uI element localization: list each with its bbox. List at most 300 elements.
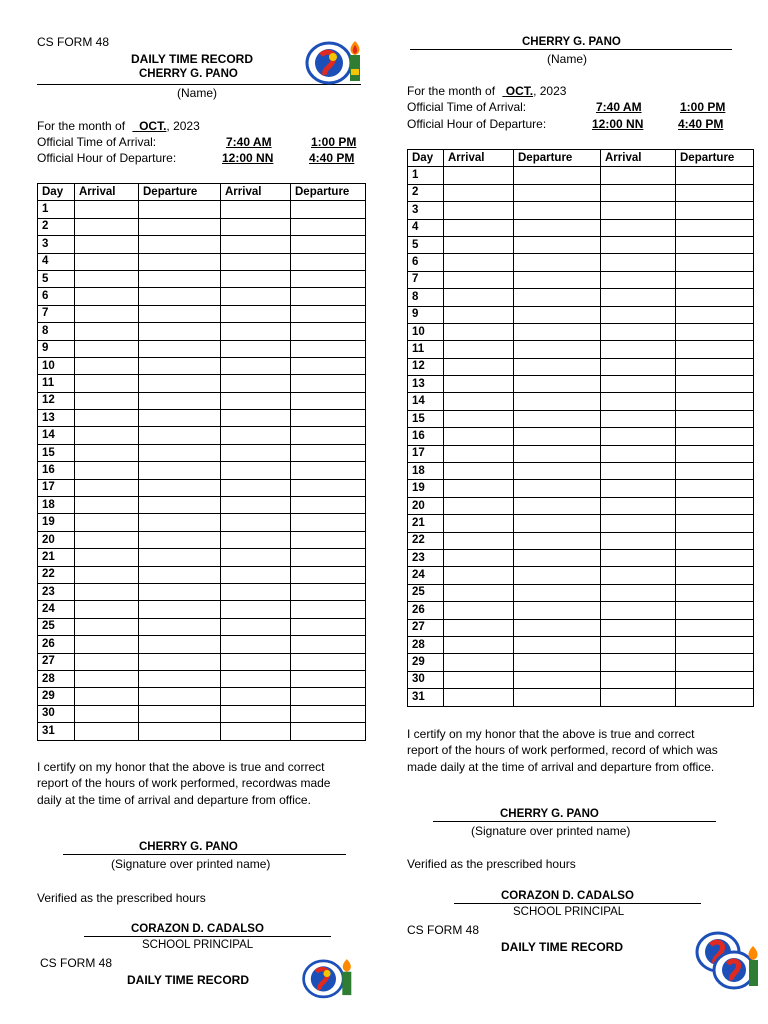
pm-arrival-cell[interactable] — [221, 618, 291, 635]
pm-arrival-cell[interactable] — [221, 705, 291, 722]
am-departure-header: Departure — [139, 184, 221, 201]
pm-arrival-cell[interactable] — [601, 202, 676, 219]
am-arrival-cell[interactable] — [75, 688, 139, 705]
pm-departure-cell[interactable] — [291, 201, 366, 218]
am-arrival-cell[interactable] — [75, 670, 139, 687]
pm-departure-cell[interactable] — [676, 549, 754, 566]
pm-arrival-cell[interactable] — [601, 445, 676, 462]
pm-departure-cell[interactable] — [291, 427, 366, 444]
pm-arrival-cell[interactable] — [221, 253, 291, 270]
pm-arrival-cell[interactable] — [601, 393, 676, 410]
pm-arrival-cell[interactable] — [601, 602, 676, 619]
pm-arrival-cell[interactable] — [601, 549, 676, 566]
am-departure-cell[interactable] — [514, 497, 601, 514]
pm-departure-cell[interactable] — [291, 549, 366, 566]
am-arrival-cell[interactable] — [75, 549, 139, 566]
pm-departure-cell[interactable] — [676, 254, 754, 271]
pm-departure-cell[interactable] — [676, 358, 754, 375]
am-arrival-cell[interactable] — [444, 654, 514, 671]
am-arrival-cell[interactable] — [444, 497, 514, 514]
table-row — [408, 167, 754, 184]
pm-departure-cell[interactable] — [676, 341, 754, 358]
pm-departure-cell[interactable] — [676, 515, 754, 532]
am-arrival-cell[interactable] — [444, 341, 514, 358]
pm-departure-cell[interactable] — [676, 289, 754, 306]
pm-departure-cell[interactable] — [676, 671, 754, 688]
am-departure-cell[interactable] — [139, 479, 221, 496]
pm-departure-cell[interactable] — [291, 305, 366, 322]
left-form-number: CS FORM 48 — [37, 35, 110, 49]
table-row — [38, 653, 366, 670]
am-departure-cell[interactable] — [514, 254, 601, 271]
right-name-line — [410, 49, 732, 50]
pm-arrival-cell[interactable] — [221, 531, 291, 548]
am-departure-cell[interactable] — [139, 392, 221, 409]
am-departure-cell[interactable] — [514, 202, 601, 219]
pm-departure-cell[interactable] — [291, 392, 366, 409]
pm-departure-cell[interactable] — [291, 340, 366, 357]
pm-departure-cell[interactable] — [291, 618, 366, 635]
pm-arrival-header: Arrival — [221, 184, 291, 201]
pm-departure-cell[interactable] — [676, 445, 754, 462]
am-departure-cell[interactable] — [139, 201, 221, 218]
am-departure-cell[interactable] — [514, 689, 601, 706]
am-arrival-cell[interactable] — [75, 357, 139, 374]
pm-departure-cell[interactable] — [291, 462, 366, 479]
am-departure-cell[interactable] — [514, 480, 601, 497]
pm-arrival-cell[interactable] — [221, 601, 291, 618]
day-number-cell: 25 — [408, 584, 444, 601]
am-arrival-cell[interactable] — [75, 218, 139, 235]
am-departure-cell[interactable] — [514, 584, 601, 601]
pm-arrival-cell[interactable] — [221, 479, 291, 496]
pm-arrival-cell[interactable] — [601, 671, 676, 688]
table-row — [38, 514, 366, 531]
am-departure-cell[interactable] — [514, 306, 601, 323]
pm-arrival-cell[interactable] — [221, 583, 291, 600]
pm-departure-cell[interactable] — [676, 532, 754, 549]
day-number-cell: 11 — [408, 341, 444, 358]
am-departure-cell[interactable] — [514, 549, 601, 566]
day-number-cell: 20 — [38, 531, 75, 548]
pm-departure-cell[interactable] — [291, 357, 366, 374]
am-departure-cell[interactable] — [514, 289, 601, 306]
right-arrival-pm: 1:00 PM — [680, 100, 726, 114]
pm-departure-cell[interactable] — [291, 270, 366, 287]
table-row — [408, 480, 754, 497]
am-arrival-cell[interactable] — [444, 445, 514, 462]
am-arrival-cell[interactable] — [75, 636, 139, 653]
am-departure-cell[interactable] — [139, 462, 221, 479]
pm-departure-cell[interactable] — [291, 323, 366, 340]
am-departure-cell[interactable] — [139, 618, 221, 635]
pm-departure-cell[interactable] — [676, 410, 754, 427]
am-departure-cell[interactable] — [514, 271, 601, 288]
pm-departure-cell[interactable] — [676, 619, 754, 636]
am-departure-cell[interactable] — [514, 341, 601, 358]
pm-departure-cell[interactable] — [291, 670, 366, 687]
am-departure-cell[interactable] — [514, 636, 601, 653]
pm-arrival-cell[interactable] — [601, 184, 676, 201]
am-arrival-cell[interactable] — [444, 358, 514, 375]
am-arrival-cell[interactable] — [75, 410, 139, 427]
pm-departure-cell[interactable] — [291, 688, 366, 705]
am-departure-cell[interactable] — [139, 357, 221, 374]
pm-departure-cell[interactable] — [676, 497, 754, 514]
pm-arrival-cell[interactable] — [601, 271, 676, 288]
pm-departure-cell[interactable] — [676, 584, 754, 601]
am-departure-cell[interactable] — [514, 236, 601, 253]
am-arrival-cell[interactable] — [444, 532, 514, 549]
am-arrival-cell[interactable] — [444, 463, 514, 480]
am-departure-cell[interactable] — [139, 305, 221, 322]
left-arrival-pm: 1:00 PM — [311, 135, 357, 149]
am-arrival-cell[interactable] — [75, 583, 139, 600]
am-arrival-cell[interactable] — [444, 271, 514, 288]
am-arrival-cell[interactable] — [444, 636, 514, 653]
left-month-label — [37, 119, 200, 133]
am-departure-cell[interactable] — [139, 549, 221, 566]
pm-departure-cell[interactable] — [291, 723, 366, 740]
pm-arrival-cell[interactable] — [601, 306, 676, 323]
pm-departure-cell[interactable] — [291, 583, 366, 600]
pm-arrival-cell[interactable] — [601, 358, 676, 375]
pm-departure-cell[interactable] — [291, 514, 366, 531]
am-arrival-cell[interactable] — [444, 480, 514, 497]
pm-arrival-cell[interactable] — [601, 236, 676, 253]
am-departure-cell[interactable] — [139, 583, 221, 600]
pm-arrival-cell[interactable] — [221, 462, 291, 479]
pm-arrival-cell[interactable] — [221, 201, 291, 218]
pm-departure-cell[interactable] — [291, 444, 366, 461]
am-arrival-cell[interactable] — [444, 619, 514, 636]
am-departure-cell[interactable] — [139, 653, 221, 670]
am-departure-cell[interactable] — [514, 619, 601, 636]
pm-arrival-cell[interactable] — [601, 619, 676, 636]
pm-arrival-cell[interactable] — [221, 270, 291, 287]
left-departure-am: 12:00 NN — [222, 151, 274, 165]
am-arrival-cell[interactable] — [444, 567, 514, 584]
pm-departure-cell[interactable] — [676, 636, 754, 653]
pm-arrival-cell[interactable] — [601, 480, 676, 497]
am-departure-cell[interactable] — [514, 515, 601, 532]
am-arrival-cell[interactable] — [444, 254, 514, 271]
am-departure-cell[interactable] — [139, 323, 221, 340]
am-departure-cell[interactable] — [514, 532, 601, 549]
pm-arrival-cell[interactable] — [601, 515, 676, 532]
pm-arrival-cell[interactable] — [221, 497, 291, 514]
day-number-cell: 6 — [38, 288, 75, 305]
pm-arrival-cell[interactable] — [221, 653, 291, 670]
pm-arrival-cell[interactable] — [221, 410, 291, 427]
pm-arrival-cell[interactable] — [601, 428, 676, 445]
day-number-cell: 5 — [408, 236, 444, 253]
am-departure-cell[interactable] — [139, 236, 221, 253]
pm-arrival-cell[interactable] — [601, 463, 676, 480]
pm-arrival-cell[interactable] — [601, 167, 676, 184]
pm-departure-cell[interactable] — [291, 653, 366, 670]
table-row — [38, 549, 366, 566]
pm-departure-cell[interactable] — [291, 253, 366, 270]
day-number-cell: 19 — [408, 480, 444, 497]
pm-departure-cell[interactable] — [291, 636, 366, 653]
am-departure-cell[interactable] — [514, 167, 601, 184]
pm-departure-cell[interactable] — [291, 601, 366, 618]
pm-departure-cell[interactable] — [676, 602, 754, 619]
am-departure-cell[interactable] — [139, 705, 221, 722]
am-departure-cell[interactable] — [514, 323, 601, 340]
am-arrival-cell[interactable] — [444, 376, 514, 393]
am-departure-cell[interactable] — [139, 636, 221, 653]
pm-arrival-cell[interactable] — [221, 688, 291, 705]
day-number-cell: 17 — [408, 445, 444, 462]
pm-departure-cell[interactable] — [291, 705, 366, 722]
am-arrival-cell[interactable] — [444, 202, 514, 219]
pm-arrival-cell[interactable] — [221, 549, 291, 566]
am-departure-cell[interactable] — [514, 567, 601, 584]
pm-departure-cell[interactable] — [676, 184, 754, 201]
pm-departure-cell[interactable] — [676, 167, 754, 184]
am-departure-cell[interactable] — [139, 253, 221, 270]
pm-departure-cell[interactable] — [676, 376, 754, 393]
am-arrival-cell[interactable] — [75, 201, 139, 218]
pm-arrival-cell[interactable] — [601, 254, 676, 271]
right-signer-caption: (Signature over printed name) — [471, 824, 631, 838]
pm-arrival-cell[interactable] — [601, 497, 676, 514]
am-departure-cell[interactable] — [139, 270, 221, 287]
am-departure-cell[interactable] — [139, 670, 221, 687]
day-number-cell: 26 — [408, 602, 444, 619]
day-number-cell: 16 — [38, 462, 75, 479]
am-departure-cell[interactable] — [139, 427, 221, 444]
day-number-cell: 24 — [408, 567, 444, 584]
pm-departure-cell[interactable] — [676, 689, 754, 706]
table-row — [408, 410, 754, 427]
day-number-cell: 14 — [408, 393, 444, 410]
am-arrival-cell[interactable] — [75, 479, 139, 496]
am-arrival-cell[interactable] — [444, 306, 514, 323]
am-arrival-cell[interactable] — [75, 531, 139, 548]
am-arrival-cell[interactable] — [444, 393, 514, 410]
pm-arrival-cell[interactable] — [601, 341, 676, 358]
am-departure-cell[interactable] — [139, 497, 221, 514]
pm-arrival-cell[interactable] — [601, 584, 676, 601]
am-arrival-cell[interactable] — [444, 428, 514, 445]
am-departure-cell[interactable] — [514, 671, 601, 688]
table-row — [38, 444, 366, 461]
pm-arrival-cell[interactable] — [221, 218, 291, 235]
day-number-cell: 5 — [38, 270, 75, 287]
table-row — [408, 463, 754, 480]
pm-departure-cell[interactable] — [676, 219, 754, 236]
am-arrival-cell[interactable] — [75, 514, 139, 531]
am-arrival-cell[interactable] — [75, 288, 139, 305]
pm-arrival-cell[interactable] — [601, 376, 676, 393]
pm-departure-cell[interactable] — [676, 271, 754, 288]
am-departure-cell[interactable] — [514, 358, 601, 375]
day-number-cell: 10 — [408, 323, 444, 340]
table-row — [38, 253, 366, 270]
am-arrival-cell[interactable] — [75, 427, 139, 444]
pm-arrival-cell[interactable] — [221, 305, 291, 322]
pm-arrival-cell[interactable] — [221, 427, 291, 444]
am-departure-cell[interactable] — [514, 410, 601, 427]
am-arrival-cell[interactable] — [75, 497, 139, 514]
pm-arrival-cell[interactable] — [601, 289, 676, 306]
pm-departure-cell[interactable] — [676, 306, 754, 323]
am-arrival-cell[interactable] — [75, 305, 139, 322]
table-row — [408, 602, 754, 619]
pm-arrival-cell[interactable] — [221, 357, 291, 374]
am-arrival-cell[interactable] — [75, 723, 139, 740]
pm-arrival-cell[interactable] — [221, 444, 291, 461]
am-arrival-cell[interactable] — [75, 566, 139, 583]
pm-departure-cell[interactable] — [676, 323, 754, 340]
am-arrival-cell[interactable] — [444, 671, 514, 688]
pm-departure-cell[interactable] — [291, 531, 366, 548]
am-arrival-cell[interactable] — [444, 323, 514, 340]
am-departure-cell[interactable] — [514, 393, 601, 410]
pm-arrival-cell[interactable] — [601, 689, 676, 706]
right-month-label — [407, 84, 566, 98]
pm-arrival-cell[interactable] — [221, 375, 291, 392]
pm-arrival-cell[interactable] — [601, 410, 676, 427]
am-arrival-cell[interactable] — [444, 602, 514, 619]
pm-departure-cell[interactable] — [291, 497, 366, 514]
am-departure-cell[interactable] — [514, 428, 601, 445]
right-name-caption: (Name) — [547, 52, 588, 66]
am-arrival-cell[interactable] — [444, 219, 514, 236]
am-departure-cell[interactable] — [139, 601, 221, 618]
am-arrival-cell[interactable] — [444, 167, 514, 184]
day-number-cell: 13 — [38, 410, 75, 427]
pm-arrival-cell[interactable] — [221, 288, 291, 305]
pm-arrival-cell[interactable] — [601, 654, 676, 671]
pm-departure-cell[interactable] — [291, 566, 366, 583]
table-row — [408, 289, 754, 306]
pm-arrival-cell[interactable] — [221, 566, 291, 583]
pm-departure-cell[interactable] — [676, 480, 754, 497]
day-number-cell: 8 — [38, 323, 75, 340]
table-row — [408, 254, 754, 271]
am-departure-cell[interactable] — [514, 376, 601, 393]
pm-arrival-cell[interactable] — [601, 323, 676, 340]
pm-departure-cell[interactable] — [676, 428, 754, 445]
pm-departure-cell[interactable] — [676, 236, 754, 253]
left-time-table — [37, 183, 366, 741]
am-departure-cell[interactable] — [139, 288, 221, 305]
pm-departure-cell[interactable] — [291, 288, 366, 305]
pm-departure-cell[interactable] — [676, 393, 754, 410]
pm-arrival-cell[interactable] — [221, 236, 291, 253]
pm-arrival-cell[interactable] — [221, 340, 291, 357]
am-departure-cell[interactable] — [514, 463, 601, 480]
right-departure-am: 12:00 NN — [592, 117, 644, 131]
am-arrival-cell[interactable] — [75, 340, 139, 357]
pm-arrival-cell[interactable] — [221, 723, 291, 740]
am-departure-cell[interactable] — [514, 445, 601, 462]
day-number-cell: 17 — [38, 479, 75, 496]
am-arrival-cell[interactable] — [75, 253, 139, 270]
am-departure-cell[interactable] — [139, 218, 221, 235]
am-arrival-cell[interactable] — [444, 184, 514, 201]
day-number-cell: 31 — [38, 723, 75, 740]
am-departure-cell[interactable] — [514, 219, 601, 236]
am-arrival-cell[interactable] — [75, 270, 139, 287]
am-arrival-cell[interactable] — [75, 444, 139, 461]
am-arrival-cell[interactable] — [75, 601, 139, 618]
am-arrival-cell[interactable] — [444, 236, 514, 253]
pm-arrival-cell[interactable] — [601, 567, 676, 584]
table-row — [38, 410, 366, 427]
pm-departure-cell[interactable] — [676, 654, 754, 671]
pm-arrival-cell[interactable] — [221, 392, 291, 409]
pm-arrival-cell[interactable] — [221, 323, 291, 340]
pm-departure-cell[interactable] — [291, 218, 366, 235]
am-departure-cell[interactable] — [139, 340, 221, 357]
pm-arrival-cell[interactable] — [601, 532, 676, 549]
am-arrival-cell[interactable] — [75, 462, 139, 479]
pm-arrival-cell[interactable] — [601, 636, 676, 653]
pm-departure-cell[interactable] — [676, 567, 754, 584]
am-departure-cell[interactable] — [514, 602, 601, 619]
am-arrival-cell[interactable] — [444, 515, 514, 532]
am-arrival-cell[interactable] — [75, 618, 139, 635]
pm-arrival-cell[interactable] — [221, 636, 291, 653]
am-arrival-cell[interactable] — [75, 653, 139, 670]
am-arrival-cell[interactable] — [75, 392, 139, 409]
left-form-title: DAILY TIME RECORD — [131, 52, 254, 66]
day-number-cell: 28 — [38, 670, 75, 687]
am-departure-cell[interactable] — [139, 531, 221, 548]
am-arrival-cell[interactable] — [444, 689, 514, 706]
day-number-cell: 31 — [408, 689, 444, 706]
day-number-cell: 22 — [408, 532, 444, 549]
table-row — [38, 340, 366, 357]
pm-departure-cell[interactable] — [291, 479, 366, 496]
left-departure-label: Official Hour of Departure: — [37, 151, 177, 165]
pm-departure-cell[interactable] — [291, 410, 366, 427]
table-row — [38, 392, 366, 409]
am-arrival-cell[interactable] — [444, 289, 514, 306]
am-departure-cell[interactable] — [139, 723, 221, 740]
pm-arrival-cell[interactable] — [221, 514, 291, 531]
pm-departure-cell[interactable] — [291, 375, 366, 392]
pm-arrival-cell[interactable] — [601, 219, 676, 236]
pm-arrival-cell[interactable] — [221, 670, 291, 687]
table-row — [408, 341, 754, 358]
month-label: For the month of — [407, 84, 496, 98]
pm-departure-cell[interactable] — [676, 202, 754, 219]
am-arrival-cell[interactable] — [75, 375, 139, 392]
am-departure-cell[interactable] — [139, 375, 221, 392]
am-departure-cell[interactable] — [139, 444, 221, 461]
am-departure-cell[interactable] — [514, 184, 601, 201]
am-arrival-cell[interactable] — [444, 584, 514, 601]
am-arrival-cell[interactable] — [444, 410, 514, 427]
am-arrival-cell[interactable] — [75, 236, 139, 253]
pm-departure-cell[interactable] — [291, 236, 366, 253]
am-arrival-cell[interactable] — [75, 323, 139, 340]
am-departure-cell[interactable] — [514, 654, 601, 671]
am-arrival-cell[interactable] — [75, 705, 139, 722]
am-departure-cell[interactable] — [139, 410, 221, 427]
am-departure-cell[interactable] — [139, 514, 221, 531]
pm-departure-cell[interactable] — [676, 463, 754, 480]
am-departure-cell[interactable] — [139, 566, 221, 583]
am-departure-cell[interactable] — [139, 688, 221, 705]
am-arrival-cell[interactable] — [444, 549, 514, 566]
